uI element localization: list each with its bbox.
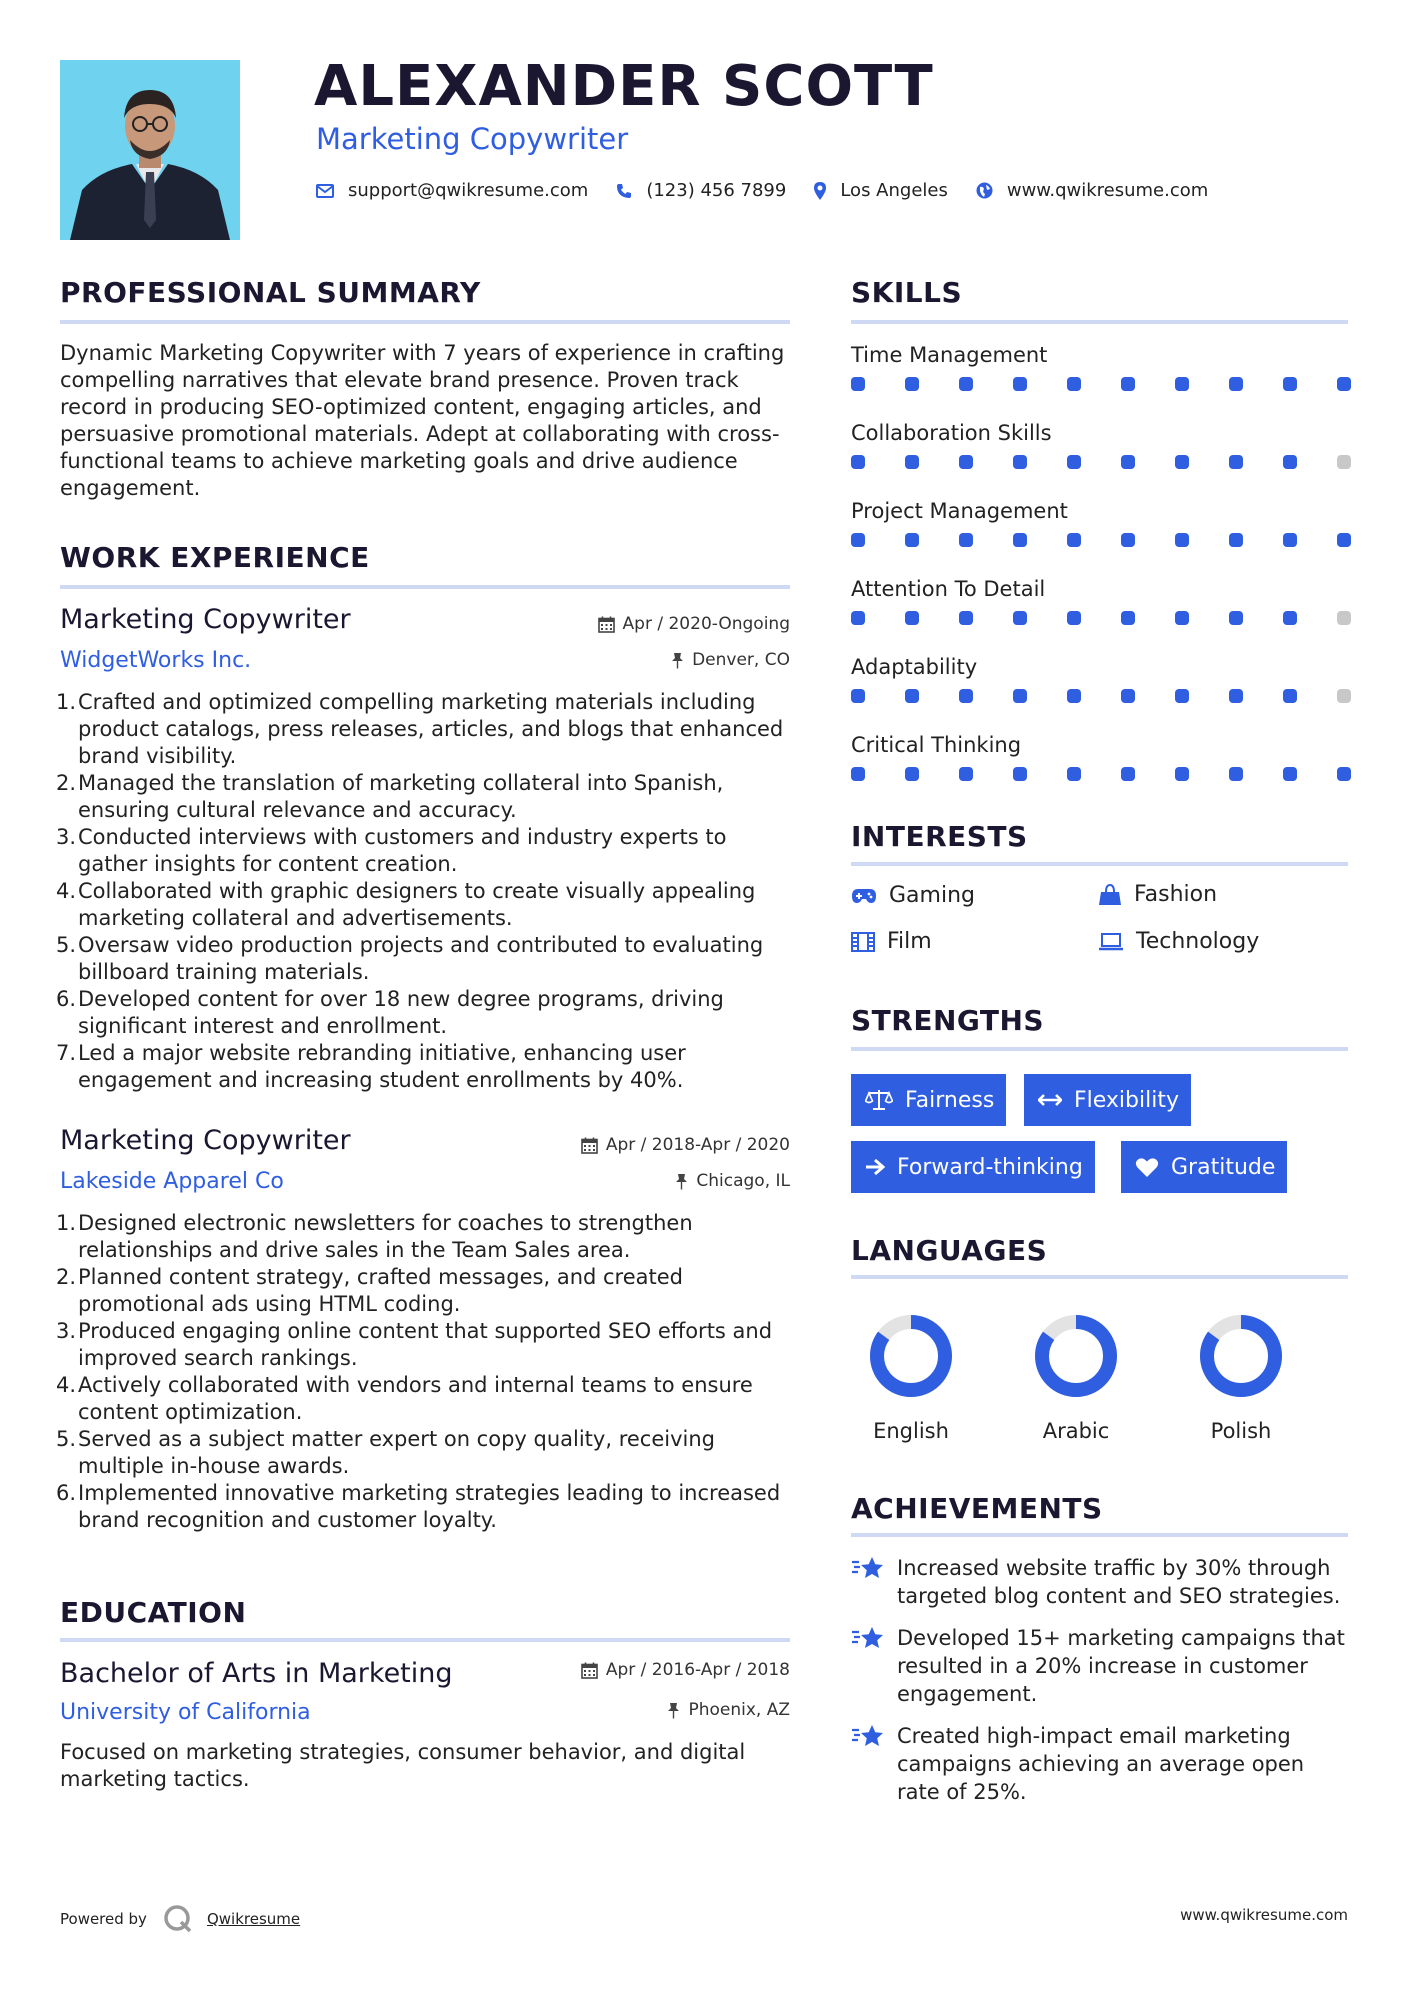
list-item: 3. Produced engaging online content that supported SEO efforts and improved search rankings. xyxy=(55,1319,773,1370)
rating-dot xyxy=(1283,377,1297,391)
achievement-text: Developed 15+ marketing campaigns that resulted in a 20% increase in customer engagement. xyxy=(897,1626,1345,1706)
interests-divider xyxy=(851,862,1348,866)
skill-2 xyxy=(851,421,1351,496)
laptop-icon xyxy=(1098,933,1124,951)
rating-dot xyxy=(1121,767,1135,781)
rating-dot xyxy=(1013,455,1027,469)
job-1-dates-text: Apr / 2020-Ongoing xyxy=(622,614,790,634)
rating-dot xyxy=(959,455,973,469)
job-2-company: Lakeside Apparel Co xyxy=(60,1169,284,1194)
skill-label: Attention To Detail xyxy=(851,577,1046,601)
achievement-text: Created high-impact email marketing campaigns achieving an average open rate of 25%. xyxy=(897,1724,1305,1804)
qwikresume-link[interactable]: Qwikresume xyxy=(206,1910,301,1928)
summary-heading: PROFESSIONAL SUMMARY xyxy=(60,276,481,309)
map-pin-icon xyxy=(814,182,826,200)
summary-divider xyxy=(60,320,790,324)
rating-dot xyxy=(851,767,865,781)
language-label: English xyxy=(873,1419,949,1443)
skill-6 xyxy=(851,733,1351,808)
calendar-icon xyxy=(581,1662,598,1679)
interests-heading: INTERESTS xyxy=(851,820,1028,853)
rating-dot xyxy=(959,611,973,625)
skill-rating xyxy=(851,455,1351,469)
contact-location: Los Angeles xyxy=(840,180,948,201)
rating-dot xyxy=(1337,767,1351,781)
rating-dot xyxy=(1175,455,1189,469)
phone-icon xyxy=(616,183,632,199)
education-dates xyxy=(490,1660,790,1680)
achievement-2 xyxy=(851,1624,1351,1708)
rating-dot xyxy=(1229,533,1243,547)
contact-phone[interactable]: (123) 456 7899 xyxy=(646,180,787,201)
skill-label: Project Management xyxy=(851,499,1068,523)
rating-dot xyxy=(851,533,865,547)
rating-dot xyxy=(905,455,919,469)
achievement-text: Increased website traffic by 30% through targeted blog content and SEO strategies. xyxy=(897,1556,1341,1608)
list-item: 7. Led a major website rebranding initiative, enhancing user engagement and increasing student enrollments by 40%. xyxy=(55,1041,686,1092)
footer-powered xyxy=(60,1904,300,1934)
rating-dot xyxy=(1175,533,1189,547)
job-2-role: Marketing Copywriter xyxy=(60,1125,351,1156)
skill-4 xyxy=(851,577,1351,652)
rating-dot xyxy=(1121,533,1135,547)
skill-rating xyxy=(851,611,1351,625)
pushpin-icon xyxy=(671,652,684,669)
job-2-bullets xyxy=(55,1210,790,1534)
rating-dot xyxy=(851,689,865,703)
rating-dot xyxy=(1283,689,1297,703)
list-item: 6. Developed content for over 18 new degree programs, driving significant interest and enrollment. xyxy=(55,987,724,1038)
languages-heading: LANGUAGES xyxy=(851,1234,1048,1267)
list-item: 4. Actively collaborated with vendors and internal teams to ensure content optimization. xyxy=(55,1373,753,1424)
strengths-heading: STRENGTHS xyxy=(851,1004,1045,1037)
rating-dot xyxy=(1013,767,1027,781)
arrow-right-icon xyxy=(865,1158,885,1176)
rating-dot xyxy=(1229,767,1243,781)
rating-dot xyxy=(1067,533,1081,547)
rating-dot xyxy=(1121,377,1135,391)
interest-fashion: Fashion xyxy=(1098,882,1217,907)
skills-divider xyxy=(851,320,1348,324)
rating-dot xyxy=(1229,611,1243,625)
rating-dot xyxy=(1013,377,1027,391)
pushpin-icon xyxy=(675,1173,688,1190)
list-item: 1. Crafted and optimized compelling marketing materials including product catalogs, press releases, articles, and blogs that enhanced brand visibility. xyxy=(55,690,784,768)
list-item: 6. Implemented innovative marketing strategies leading to increased brand recognition and customer loyalty. xyxy=(55,1481,781,1532)
languages-list xyxy=(846,1306,1356,1446)
contact-bar xyxy=(316,180,1236,201)
education-degree: Bachelor of Arts in Marketing xyxy=(60,1658,453,1689)
language-level-ring xyxy=(1026,1306,1126,1406)
skill-rating xyxy=(851,533,1351,547)
skill-3 xyxy=(851,499,1351,574)
language-polish xyxy=(1176,1306,1306,1443)
rating-dot xyxy=(851,455,865,469)
heart-icon xyxy=(1135,1157,1159,1178)
education-divider xyxy=(60,1638,790,1642)
scale-icon xyxy=(865,1088,893,1112)
strengths-divider xyxy=(851,1047,1348,1051)
achievement-1 xyxy=(851,1554,1351,1610)
languages-divider xyxy=(851,1275,1348,1279)
job-2-location xyxy=(490,1171,790,1191)
rating-dot xyxy=(1013,611,1027,625)
rating-dot xyxy=(959,689,973,703)
list-item: 3. Conducted interviews with customers and industry experts to gather insights for content creation. xyxy=(55,825,727,876)
rating-dot xyxy=(1337,377,1351,391)
education-location xyxy=(490,1700,790,1720)
rating-dot xyxy=(851,611,865,625)
rating-dot xyxy=(851,377,865,391)
envelope-icon xyxy=(316,184,334,198)
arrows-horizontal-icon xyxy=(1038,1093,1062,1107)
rating-dot xyxy=(1121,611,1135,625)
rating-dot xyxy=(1121,689,1135,703)
rating-dot xyxy=(1175,689,1189,703)
rating-dot xyxy=(1175,611,1189,625)
rating-dot xyxy=(1067,611,1081,625)
rating-dot xyxy=(905,533,919,547)
list-item: 2. Managed the translation of marketing collateral into Spanish, ensuring cultural relevance and accuracy. xyxy=(55,771,724,822)
language-label: Polish xyxy=(1210,1419,1272,1443)
rating-dot xyxy=(959,377,973,391)
rating-dot xyxy=(1337,689,1351,703)
skills-heading: SKILLS xyxy=(851,276,963,309)
rating-dot xyxy=(1229,377,1243,391)
achievements-heading: ACHIEVEMENTS xyxy=(851,1492,1103,1525)
film-icon xyxy=(851,932,875,952)
job-2-dates xyxy=(490,1135,790,1155)
strength-gratitude: Gratitude xyxy=(1121,1141,1287,1193)
interest-gaming: Gaming xyxy=(851,883,975,908)
rating-dot xyxy=(1067,455,1081,469)
achievements-divider xyxy=(851,1533,1348,1537)
rating-dot xyxy=(1121,455,1135,469)
skill-label: Time Management xyxy=(851,343,1048,367)
strength-forward-thinking: Forward-thinking xyxy=(851,1141,1095,1193)
rating-dot xyxy=(1283,455,1297,469)
experience-divider xyxy=(60,585,790,589)
skill-label: Critical Thinking xyxy=(851,733,1022,757)
rating-dot xyxy=(905,377,919,391)
skills-list xyxy=(851,340,1351,808)
rating-dot xyxy=(1337,455,1351,469)
rating-dot xyxy=(1175,767,1189,781)
rating-dot xyxy=(1175,377,1189,391)
star-burst-icon xyxy=(851,1556,885,1582)
list-item: 5. Oversaw video production projects and contributed to evaluating billboard training materials. xyxy=(55,933,764,984)
skill-label: Collaboration Skills xyxy=(851,421,1052,445)
education-description: Focused on marketing strategies, consumer behavior, and digital marketing tactics. xyxy=(60,1740,746,1791)
qwikresume-logo-icon xyxy=(163,1904,193,1934)
rating-dot xyxy=(1013,689,1027,703)
education-location-text: Phoenix, AZ xyxy=(688,1700,790,1720)
rating-dot xyxy=(1067,377,1081,391)
contact-email[interactable]: support@qwikresume.com xyxy=(348,180,589,201)
rating-dot xyxy=(1283,533,1297,547)
pushpin-icon xyxy=(667,1702,680,1719)
achievements-list xyxy=(851,1554,1351,1820)
rating-dot xyxy=(1067,689,1081,703)
language-arabic xyxy=(1011,1306,1141,1443)
achievement-3 xyxy=(851,1722,1351,1806)
rating-dot xyxy=(1229,689,1243,703)
education-heading: EDUCATION xyxy=(60,1596,247,1629)
list-item: 4. Collaborated with graphic designers to create visually appealing marketing collateral and advertisements. xyxy=(55,879,756,930)
list-item: 2. Planned content strategy, crafted messages, and created promotional ads using HTML coding. xyxy=(55,1265,684,1316)
job-1-role: Marketing Copywriter xyxy=(60,604,351,635)
globe-icon xyxy=(976,182,993,199)
star-burst-icon xyxy=(851,1724,885,1750)
experience-heading: WORK EXPERIENCE xyxy=(60,541,370,574)
job-1-location xyxy=(490,650,790,670)
language-english xyxy=(846,1306,976,1443)
rating-dot xyxy=(1067,767,1081,781)
interest-film: Film xyxy=(851,929,932,954)
rating-dot xyxy=(1229,455,1243,469)
job-1-company: WidgetWorks Inc. xyxy=(60,648,252,673)
rating-dot xyxy=(959,533,973,547)
candidate-name: ALEXANDER SCOTT xyxy=(314,54,934,119)
job-2-location-text: Chicago, IL xyxy=(696,1171,790,1191)
language-label: Arabic xyxy=(1042,1419,1110,1443)
rating-dot xyxy=(1013,533,1027,547)
language-level-ring xyxy=(861,1306,961,1406)
rating-dot xyxy=(1337,533,1351,547)
summary-text: Dynamic Marketing Copywriter with 7 years of experience in crafting compelling narratives that elevate brand presence. Proven track record in producing SEO-optimized content, engaging articles, and persuasive promotional materials. Adept at collaborating with cross-functional teams to achieve marketing goals and drive audience engagement. xyxy=(60,341,785,500)
strength-fairness: Fairness xyxy=(851,1074,1006,1126)
skill-label: Adaptability xyxy=(851,655,978,679)
list-item: 5. Served as a subject matter expert on copy quality, receiving multiple in-house awards. xyxy=(55,1427,715,1478)
star-burst-icon xyxy=(851,1626,885,1652)
bag-icon xyxy=(1098,884,1122,906)
job-1-bullets xyxy=(55,689,790,1094)
calendar-icon xyxy=(581,1137,598,1154)
rating-dot xyxy=(905,689,919,703)
skill-rating xyxy=(851,767,1351,781)
candidate-title: Marketing Copywriter xyxy=(316,122,629,156)
rating-dot xyxy=(1283,611,1297,625)
skill-1 xyxy=(851,343,1351,418)
gamepad-icon xyxy=(851,888,877,904)
education-dates-text: Apr / 2016-Apr / 2018 xyxy=(605,1660,790,1680)
interest-technology: Technology xyxy=(1098,929,1259,954)
job-1-location-text: Denver, CO xyxy=(692,650,790,670)
education-school: University of California xyxy=(60,1700,311,1725)
rating-dot xyxy=(905,611,919,625)
rating-dot xyxy=(1283,767,1297,781)
skill-5 xyxy=(851,655,1351,730)
contact-website[interactable]: www.qwikresume.com xyxy=(1006,180,1209,201)
job-2-dates-text: Apr / 2018-Apr / 2020 xyxy=(605,1135,790,1155)
rating-dot xyxy=(905,767,919,781)
skill-rating xyxy=(851,689,1351,703)
language-level-ring xyxy=(1191,1306,1291,1406)
list-item: 1. Designed electronic newsletters for coaches to strengthen relationships and drive sales in the Team Sales area. xyxy=(55,1211,693,1262)
job-1-dates xyxy=(490,614,790,634)
strength-flexibility: Flexibility xyxy=(1024,1074,1191,1126)
rating-dot xyxy=(959,767,973,781)
profile-photo xyxy=(60,60,240,240)
calendar-icon xyxy=(598,616,615,633)
skill-rating xyxy=(851,377,1351,391)
rating-dot xyxy=(1337,611,1351,625)
footer-url[interactable]: www.qwikresume.com xyxy=(1180,1906,1348,1924)
powered-by-label: Powered by xyxy=(60,1910,147,1928)
